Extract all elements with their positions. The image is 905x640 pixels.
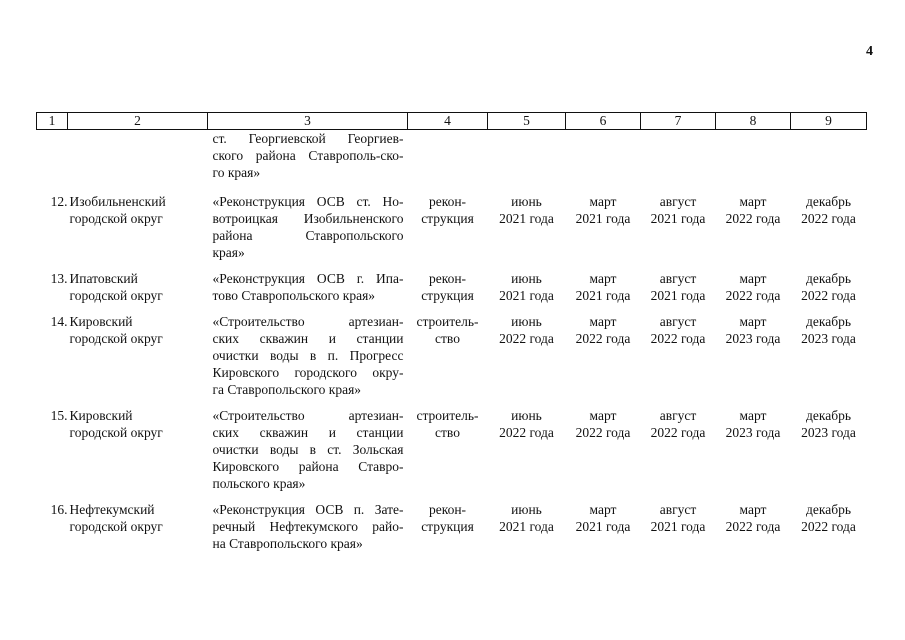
column-header: 6 [566, 113, 641, 130]
date-line: 2023 года [725, 331, 781, 346]
date-line: 2022 года [499, 331, 554, 346]
date-line: 2022 года [801, 519, 856, 534]
date-line: декабрь [806, 194, 851, 209]
work-type-line: ство [435, 331, 460, 346]
object-line: на Ставропольского края» [212, 536, 363, 551]
date-cell [641, 501, 716, 552]
date-line: 2022 года [575, 331, 631, 346]
row-number: 15. [50, 408, 68, 423]
object-line: ст. Георгиевской Георгиев- [212, 131, 404, 146]
region-line: Ипатовский [69, 271, 138, 286]
region-line: городской округ [69, 425, 163, 440]
column-header: 4 [408, 113, 488, 130]
date-cell [566, 193, 641, 261]
object-line: «Реконструкция ОСВ ст. Но- [212, 194, 404, 209]
date-line: 2021 года [575, 519, 631, 534]
region-cell [68, 270, 208, 304]
work-type-line: ство [435, 425, 460, 440]
work-type-cell [408, 407, 488, 492]
table-row [37, 193, 867, 261]
date-cell [488, 407, 566, 492]
object-line: «Реконструкция ОСВ п. Зате- [212, 502, 404, 517]
region-line: Изобильненский [69, 194, 166, 209]
date-cell [641, 270, 716, 304]
work-type-line: рекон- [428, 502, 467, 517]
date-line: 2022 года [499, 425, 554, 440]
object-cell [208, 193, 408, 261]
table-row [37, 501, 867, 552]
row-number: 14. [50, 314, 68, 329]
date-line: август [659, 502, 697, 517]
object-line: «Реконструкция ОСВ г. Ипа- [212, 271, 404, 286]
date-cell [791, 193, 867, 261]
date-line: 2022 года [650, 425, 706, 440]
object-line: ских скважин и станции [212, 331, 404, 346]
date-line: 2021 года [499, 519, 554, 534]
region-line: городской округ [69, 519, 163, 534]
row-number: 12. [50, 194, 68, 209]
continuation-row [37, 130, 867, 182]
date-line: 2021 года [575, 211, 631, 226]
date-line: декабрь [806, 271, 851, 286]
date-cell [791, 313, 867, 398]
object-cell [208, 407, 408, 492]
object-line: ских скважин и станции [212, 425, 404, 440]
column-header: 5 [488, 113, 566, 130]
date-line: март [739, 314, 767, 329]
row-number: 13. [50, 271, 68, 286]
date-line: март [589, 194, 617, 209]
date-cell [566, 407, 641, 492]
date-cell [716, 407, 791, 492]
date-line: декабрь [806, 408, 851, 423]
date-line: декабрь [806, 502, 851, 517]
date-line: 2021 года [650, 288, 706, 303]
object-line: га Ставропольского края» [212, 382, 362, 397]
work-type-line: струкция [421, 288, 474, 303]
object-line: го края» [212, 165, 261, 180]
object-line: Кировского городского окру- [212, 365, 404, 380]
object-line: края» [212, 245, 245, 260]
object-line: вотроицкая Изобильненского [212, 211, 404, 226]
date-cell [791, 270, 867, 304]
region-line: городской округ [69, 331, 163, 346]
table-row [37, 407, 867, 492]
date-line: июнь [511, 271, 542, 286]
date-line: декабрь [806, 314, 851, 329]
date-line: август [659, 271, 697, 286]
date-line: 2023 года [725, 425, 781, 440]
row-spacer [37, 181, 867, 193]
date-cell [488, 270, 566, 304]
work-type-cell [408, 270, 488, 304]
date-line: август [659, 314, 697, 329]
date-line: март [739, 502, 767, 517]
region-cell [68, 313, 208, 398]
column-header: 9 [791, 113, 867, 130]
work-type-line: рекон- [428, 271, 467, 286]
table-body [37, 130, 867, 553]
region-line: городской округ [69, 211, 163, 226]
date-cell [641, 193, 716, 261]
object-cell [208, 130, 408, 182]
date-cell [716, 501, 791, 552]
date-line: 2022 года [801, 288, 856, 303]
object-line: польского края» [212, 476, 306, 491]
date-line: июнь [511, 502, 542, 517]
column-header: 8 [716, 113, 791, 130]
row-number: 16. [50, 502, 68, 517]
region-line: Нефтекумский [69, 502, 155, 517]
date-line: март [589, 314, 617, 329]
date-line: 2021 года [499, 288, 554, 303]
work-type-cell [408, 313, 488, 398]
object-cell [208, 501, 408, 552]
region-cell [68, 407, 208, 492]
region-cell [68, 193, 208, 261]
date-line: март [739, 271, 767, 286]
object-line: речный Нефтекумского райо- [212, 519, 404, 534]
date-line: 2021 года [575, 288, 631, 303]
object-line: «Строительство артезиан- [212, 314, 404, 329]
date-line: август [659, 408, 697, 423]
work-type-line: строитель- [416, 408, 479, 423]
page-number: 4 [866, 44, 873, 59]
object-cell [208, 313, 408, 398]
date-cell [488, 193, 566, 261]
object-line: «Строительство артезиан- [212, 408, 404, 423]
column-header: 3 [208, 113, 408, 130]
date-line: 2023 года [801, 425, 856, 440]
column-header: 2 [68, 113, 208, 130]
table-row [37, 313, 867, 398]
date-line: 2022 года [725, 211, 781, 226]
work-type-line: струкция [421, 211, 474, 226]
row-spacer [37, 398, 867, 407]
schedule-table [36, 112, 867, 552]
date-line: 2021 года [499, 211, 554, 226]
work-type-line: струкция [421, 519, 474, 534]
date-cell [566, 270, 641, 304]
table-row [37, 270, 867, 304]
date-line: июнь [511, 194, 542, 209]
date-cell [566, 313, 641, 398]
object-line: ского района Ставрополь-ско- [212, 148, 404, 163]
date-line: июнь [511, 314, 542, 329]
column-header: 7 [641, 113, 716, 130]
date-line: 2021 года [650, 211, 706, 226]
date-cell [716, 193, 791, 261]
date-cell [791, 407, 867, 492]
date-cell [488, 501, 566, 552]
work-type-line: строитель- [416, 314, 479, 329]
object-line: тово Ставропольского края» [212, 288, 376, 303]
date-line: 2022 года [575, 425, 631, 440]
object-line: очистки воды в ст. Зольская [212, 442, 404, 457]
table-header [37, 113, 867, 130]
region-line: Кировский [69, 408, 133, 423]
row-spacer [37, 261, 867, 270]
date-line: март [589, 408, 617, 423]
date-line: 2023 года [801, 331, 856, 346]
date-cell [791, 501, 867, 552]
date-cell [566, 501, 641, 552]
date-line: 2022 года [801, 211, 856, 226]
row-spacer [37, 492, 867, 501]
date-cell [716, 313, 791, 398]
row-spacer [37, 304, 867, 313]
work-type-line: рекон- [428, 194, 467, 209]
header-row [37, 113, 867, 130]
work-type-cell [408, 501, 488, 552]
date-line: август [659, 194, 697, 209]
date-cell [488, 313, 566, 398]
date-line: март [589, 271, 617, 286]
date-line: март [589, 502, 617, 517]
object-line: очистки воды в п. Прогресс [212, 348, 404, 363]
date-line: 2021 года [650, 519, 706, 534]
date-cell [641, 313, 716, 398]
region-line: городской округ [69, 288, 163, 303]
object-line: Кировского района Ставро- [212, 459, 404, 474]
date-line: июнь [511, 408, 542, 423]
date-line: 2022 года [650, 331, 706, 346]
date-cell [641, 407, 716, 492]
date-line: март [739, 408, 767, 423]
region-cell [68, 501, 208, 552]
date-line: март [739, 194, 767, 209]
region-line: Кировский [69, 314, 133, 329]
work-type-cell [408, 193, 488, 261]
column-header: 1 [37, 113, 68, 130]
date-line: 2022 года [725, 519, 781, 534]
date-line: 2022 года [725, 288, 781, 303]
object-cell [208, 270, 408, 304]
date-cell [716, 270, 791, 304]
object-line: района Ставропольского [212, 228, 404, 243]
